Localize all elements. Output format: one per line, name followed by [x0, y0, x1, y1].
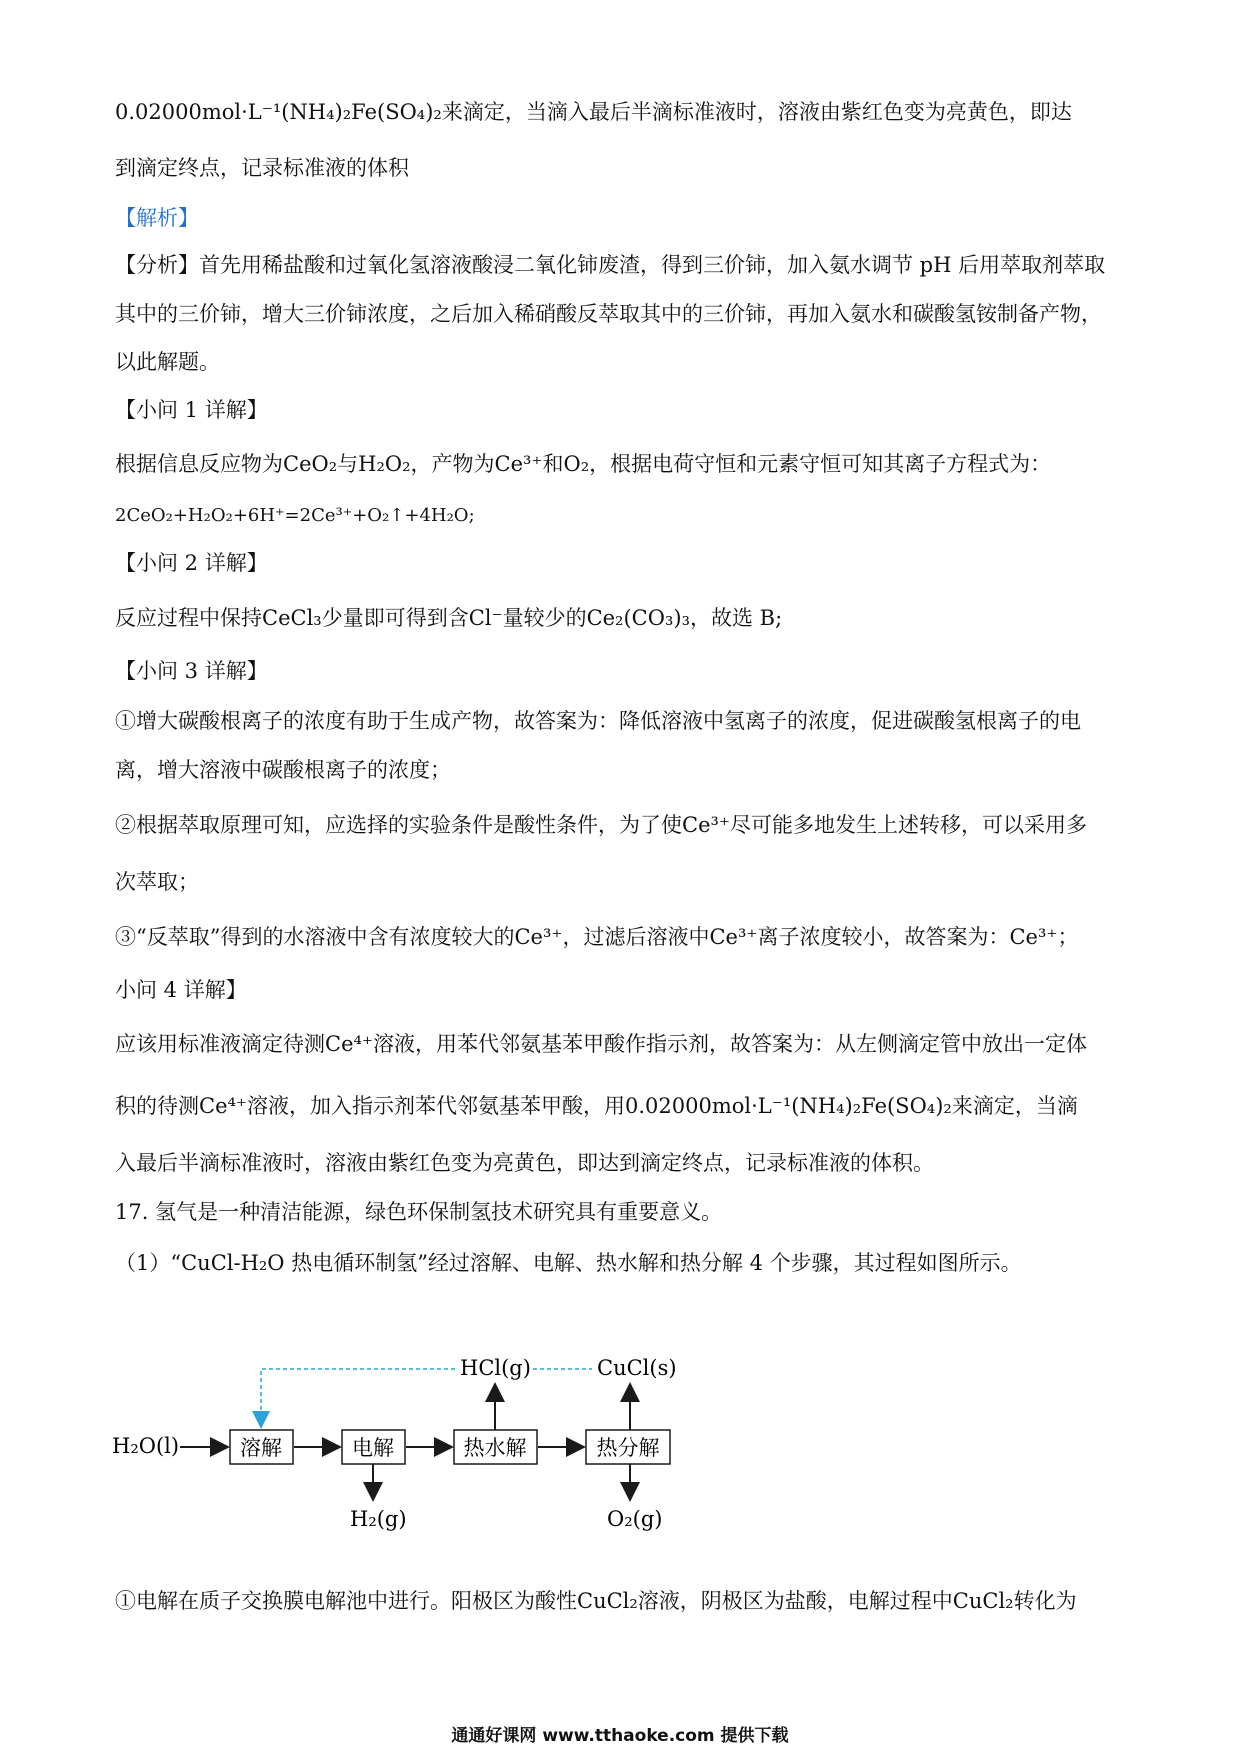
text-line-8: 根据信息反应物为CeO₂与H₂O₂，产物为Ce³⁺和O₂，根据电荷守恒和元素守恒可知其离子方程式为： [115, 452, 1052, 476]
text-line-4: 【分析】首先用稀盐酸和过氧化氢溶液酸浸二氧化铈废渣，得到三价铈，加入氨水调节 pH 后用萃取剂萃取 [115, 253, 1106, 277]
input-label: H₂O(l) [112, 1434, 180, 1458]
step-label-hydrolysis: 热水解 [463, 1436, 527, 1460]
step-box-electrolysis [342, 1430, 405, 1464]
text-line-16: 次萃取； [115, 870, 199, 894]
text-line-12: 【小问 3 详解】 [115, 659, 268, 683]
text-line-17: ③“反萃取”得到的水溶液中含有浓度较大的Ce³⁺，过滤后溶液中Ce³⁺离子浓度较小，故答案为：Ce³⁺； [115, 925, 1079, 949]
text-line-9: 2CeO₂+H₂O₂+6H⁺=2Ce³⁺+O₂↑+4H₂O; [115, 505, 475, 526]
page-footer: 通通好课网 www.tthaoke.com 提供下载 [451, 1726, 789, 1746]
text-line-3: 【解析】 [115, 206, 199, 230]
product-cucl: CuCl(s) [597, 1356, 677, 1380]
step-box-decomposition [586, 1430, 670, 1464]
text-line-11: 反应过程中保持CeCl₃少量即可得到含Cl⁻量较少的Ce₂(CO₃)₃，故选 B; [115, 606, 783, 630]
recycle-hcl-to-dissolve [261, 1369, 455, 1426]
text-line-6: 以此解题。 [115, 350, 220, 374]
text-line-13: ①增大碳酸根离子的浓度有助于生成产物，故答案为：降低溶液中氢离子的浓度，促进碳酸氢根离子的电 [115, 709, 1081, 733]
text-line-2: 到滴定终点，记录标准液的体积 [115, 156, 409, 180]
text-line-20: 积的待测Ce⁴⁺溶液，加入指示剂苯代邻氨基苯甲酸，用0.02000mol·L⁻¹(NH₄)₂Fe(SO₄)₂来滴定，当滴 [115, 1094, 1078, 1118]
text-line-14: 离，增大溶液中碳酸根离子的浓度； [115, 758, 451, 782]
step-label-decomposition: 热分解 [596, 1436, 660, 1460]
step-label-electrolysis: 电解 [352, 1436, 394, 1460]
step-box-hydrolysis [454, 1430, 537, 1464]
text-line-23: （1）“CuCl-H₂O 热电循环制氢”经过溶解、电解、热水解和热分解 4 个步骤，其过程如图所示。 [115, 1251, 1022, 1275]
text-line-21: 入最后半滴标准液时，溶液由紫红色变为亮黄色，即达到滴定终点，记录标准液的体积。 [115, 1151, 934, 1175]
text-line-19: 应该用标准液滴定待测Ce⁴⁺溶液，用苯代邻氨基苯甲酸作指示剂，故答案为：从左侧滴定管中放出一定体 [115, 1032, 1087, 1056]
text-line-18: 小问 4 详解】 [115, 978, 247, 1002]
text-line-22: 17. 氢气是一种清洁能源，绿色环保制氢技术研究具有重要意义。 [115, 1200, 723, 1224]
product-o2: O₂(g) [607, 1507, 663, 1531]
text-line-15: ②根据萃取原理可知，应选择的实验条件是酸性条件，为了使Ce³⁺尽可能多地发生上述转移，可以采用多 [115, 813, 1087, 837]
product-hcl: HCl(g) [460, 1356, 531, 1380]
text-line-1: 0.02000mol·L⁻¹(NH₄)₂Fe(SO₄)₂来滴定，当滴入最后半滴标准液时，溶液由紫红色变为亮黄色，即达 [115, 100, 1072, 124]
product-h2: H₂(g) [350, 1507, 407, 1531]
text-line-5: 其中的三价铈，增大三价铈浓度，之后加入稀硝酸反萃取其中的三价铈，再加入氨水和碳酸氢铵制备产物， [115, 302, 1102, 326]
text-line-7: 【小问 1 详解】 [115, 398, 268, 422]
text-line-10: 【小问 2 详解】 [115, 551, 268, 575]
step-label-dissolve: 溶解 [240, 1436, 282, 1460]
text-line-24: ①电解在质子交换膜电解池中进行。阳极区为酸性CuCl₂溶液，阴极区为盐酸，电解过程中CuCl₂转化为 [115, 1589, 1077, 1613]
step-box-dissolve [230, 1430, 293, 1464]
